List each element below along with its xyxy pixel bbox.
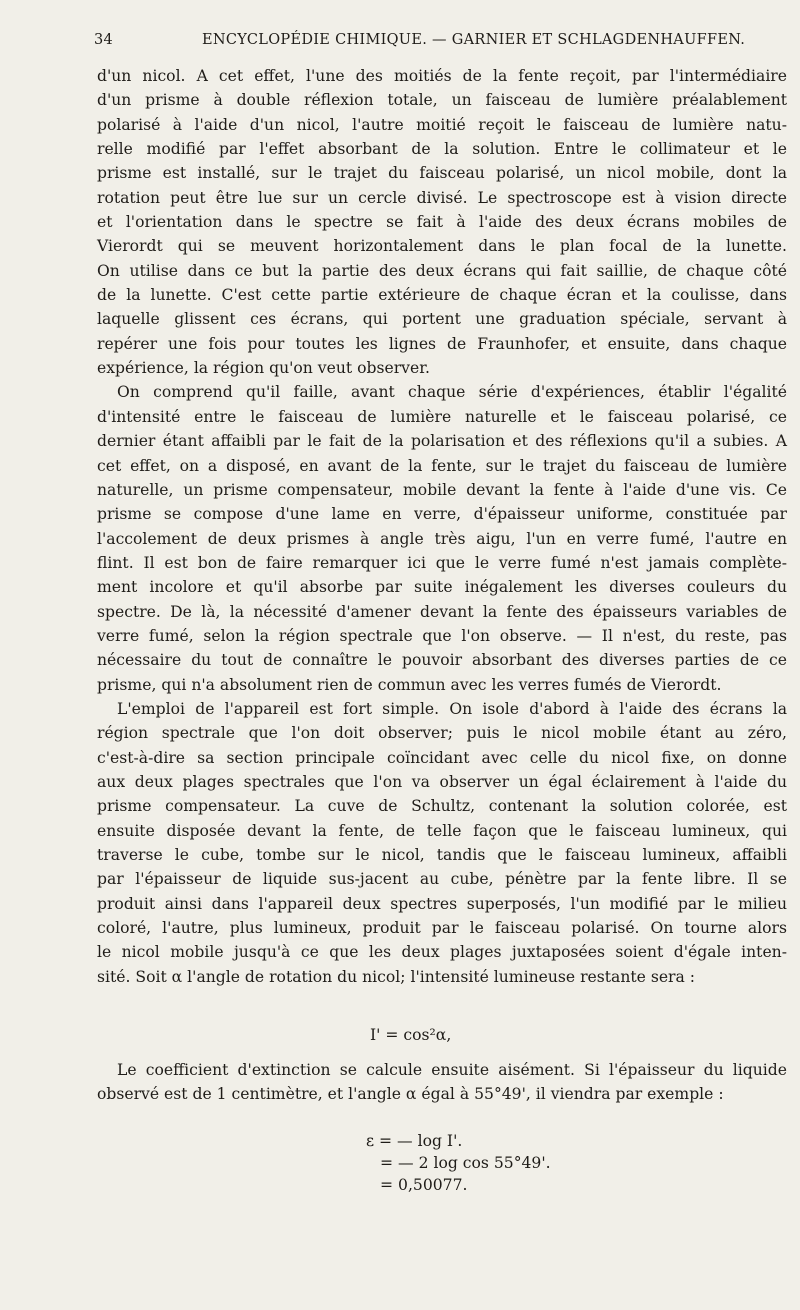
text-line: spectre. De là, la nécessité d'amener devant la fente des épaisseurs variables de: [97, 602, 787, 621]
text-line: d'intensité entre le faisceau de lumière naturelle et le faisceau polarisé, ce: [97, 407, 787, 426]
text-line: d'un prisme à double réflexion totale, un faisceau de lumière préalablement: [97, 91, 787, 110]
equation-line: = 0,50077.: [380, 1176, 468, 1194]
text-line: de la lunette. C'est cette partie extérieure de chaque écran et la coulisse, dans: [97, 286, 787, 305]
paragraph-4: [97, 1058, 787, 1107]
text-line: dernier étant affaibli par le fait de la polarisation et des réflexions qu'il a subies. A: [97, 432, 787, 451]
text-line: verre fumé, selon la région spectrale que l'on observe. — Il n'est, du reste, pas: [97, 626, 787, 645]
text-line: prisme est installé, sur le trajet du faisceau polarisé, un nicol mobile, dont la: [97, 164, 787, 183]
text-line: par l'épaisseur de liquide sus-jacent au cube, pénètre par la fente libre. Il se: [97, 870, 787, 889]
text-line: ensuite disposée devant la fente, de telle façon que le faisceau lumineux, qui: [97, 821, 787, 840]
text-line: aux deux plages spectrales que l'on va observer un égal éclairement à l'aide du: [97, 772, 787, 791]
text-line: Vierordt qui se meuvent horizontalement dans le plan focal de la lunette.: [97, 237, 787, 256]
text-line: c'est-à-dire sa section principale coïncidant avec celle du nicol fixe, on donne: [97, 748, 787, 767]
running-head: ENCYCLOPÉDIE CHIMIQUE. — GARNIER ET SCHLAGDENHAUFFEN.: [202, 32, 746, 48]
text-line: expérience, la région qu'on veut observer.: [97, 359, 430, 378]
paragraph-3: [97, 697, 787, 989]
text-line: et l'orientation dans le spectre se fait à l'aide des deux écrans mobiles de: [97, 213, 787, 232]
text-line: Le coefficient d'extinction se calcule ensuite aisément. Si l'épaisseur du liquide: [117, 1061, 787, 1079]
text-line: flint. Il est bon de faire remarquer ici que le verre fumé n'est jamais complète-: [97, 553, 787, 572]
text-line: le nicol mobile jusqu'à ce que les deux plages juxtaposées soient d'égale inten-: [97, 943, 787, 962]
text-line: prisme compensateur. La cuve de Schultz, contenant la solution colorée, est: [97, 797, 787, 816]
text-line: ment incolore et qu'il absorbe par suite inégalement les diverses couleurs du: [97, 578, 787, 597]
text-line: traverse le cube, tombe sur le nicol, tandis que le faisceau lumineux, affaibli: [97, 846, 787, 864]
text-line: repérer une fois pour toutes les lignes de Fraunhofer, et ensuite, dans chaque: [97, 334, 787, 353]
body-text: [97, 64, 787, 989]
equation-line: = — 2 log cos 55°49'.: [380, 1154, 551, 1172]
text-line: rotation peut être lue sur un cercle divisé. Le spectroscope est à vision directe: [97, 188, 787, 207]
text-line: produit ainsi dans l'appareil deux spectres superposés, l'un modifié par le milieu: [97, 894, 787, 913]
text-line: cet effet, on a disposé, en avant de la fente, sur le trajet du faisceau de lumière: [97, 456, 787, 475]
page-header: [94, 32, 788, 56]
text-line: naturelle, un prisme compensateur, mobile devant la fente à l'aide d'une vis. Ce: [97, 480, 787, 499]
text-line: relle modifié par l'effet absorbant de la solution. Entre le collimateur et le: [97, 140, 787, 159]
text-line: sité. Soit α l'angle de rotation du nicol; l'intensité lumineuse restante sera :: [97, 967, 696, 986]
text-line: L'emploi de l'appareil est fort simple. On isole d'abord à l'aide des écrans la: [117, 699, 787, 718]
text-line: laquelle glissent ces écrans, qui portent une graduation spéciale, servant à: [97, 310, 787, 329]
equation-line: ε = — log I'.: [366, 1132, 463, 1150]
equation-intensity: I' = cos²α,: [370, 1026, 452, 1044]
text-line: On comprend qu'il faille, avant chaque série d'expériences, établir l'égalité: [117, 383, 787, 402]
paragraph-1: [97, 64, 787, 380]
text-line: l'accolement de deux prismes à angle très aigu, l'un en verre fumé, l'autre en: [97, 529, 787, 548]
text-line: nécessaire du tout de connaître le pouvoir absorbant des diverses parties de ce: [97, 651, 787, 670]
page-number: 34: [94, 32, 114, 48]
text-line: d'un nicol. A cet effet, l'une des moitiés de la fente reçoit, par l'intermédiaire: [97, 67, 787, 85]
text-line: prisme, qui n'a absolument rien de commun avec les verres fumés de Vierordt.: [97, 675, 722, 694]
text-line: prisme se compose d'une lame en verre, d'épaisseur uniforme, constituée par: [97, 505, 787, 524]
text-line: région spectrale que l'on doit observer; puis le nicol mobile étant au zéro,: [97, 724, 787, 743]
equation-block-extinction: [366, 1130, 551, 1196]
text-line: coloré, l'autre, plus lumineux, produit par le faisceau polarisé. On tourne alors: [97, 919, 787, 938]
paragraph-2: [97, 380, 787, 696]
text-line: observé est de 1 centimètre, et l'angle α égal à 55°49', il viendra par exemple :: [97, 1085, 724, 1104]
text-line: On utilise dans ce but la partie des deux écrans qui fait saillie, de chaque côté: [97, 261, 787, 280]
text-line: polarisé à l'aide d'un nicol, l'autre moitié reçoit le faisceau de lumière natu-: [97, 115, 787, 134]
